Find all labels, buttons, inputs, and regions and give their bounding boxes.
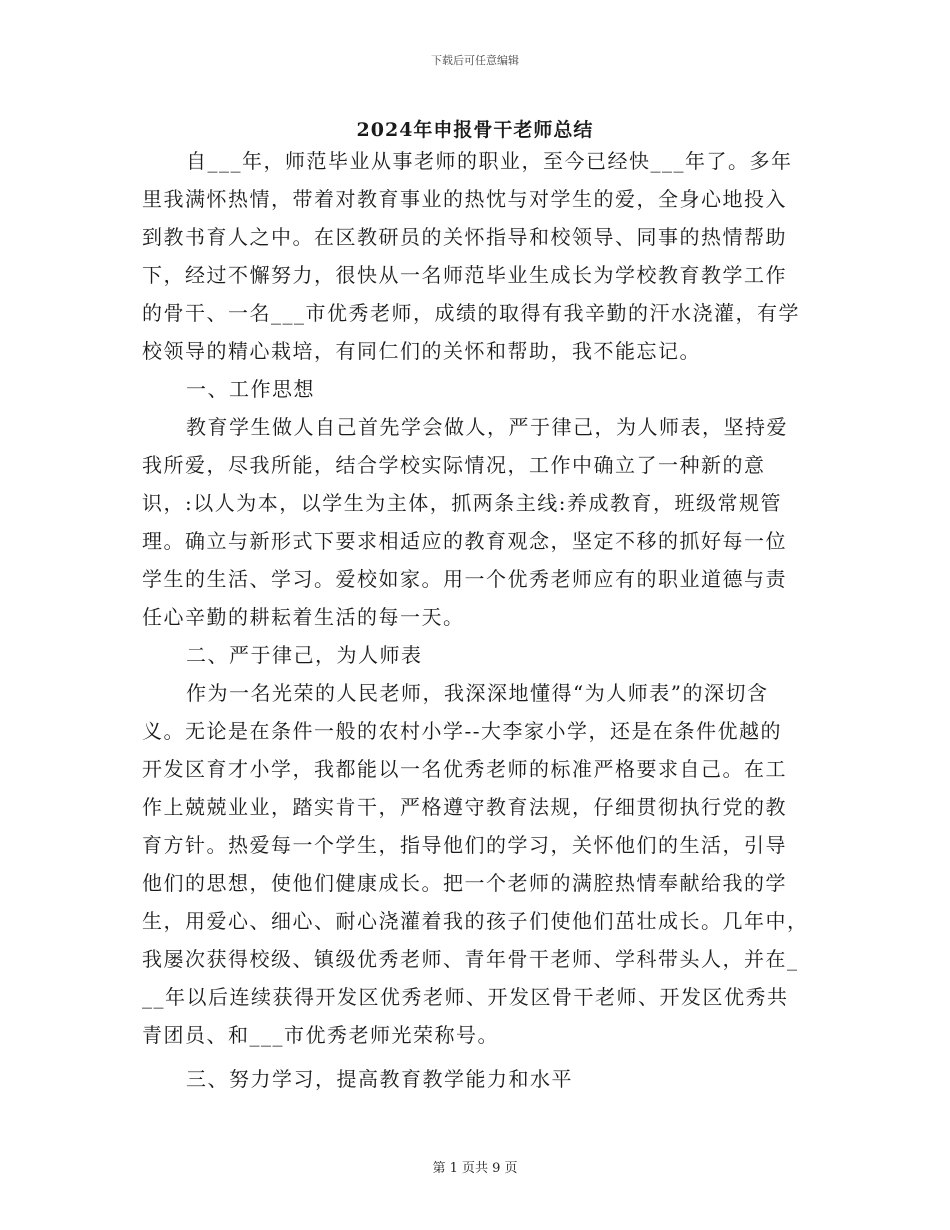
paragraph-line: 我所爱，尽我所能，结合学校实际情况，工作中确立了一种新的意 — [142, 453, 766, 477]
paragraph-line: 育方针。热爱每一个学生，指导他们的学习，关怀他们的生活，引导 — [142, 833, 787, 857]
paragraph-line: 自___年，师范毕业从事老师的职业，至今已经快___年了。多年 — [186, 149, 793, 173]
paragraph-line: 生，用爱心、细心、耐心浇灌着我的孩子们使他们茁壮成长。几年中， — [142, 909, 809, 933]
paragraph-line: 作为一名光荣的人民老师，我深深地懂得“为人师表”的深切含 — [186, 681, 769, 705]
section-heading: 三、努力学习，提高教育教学能力和水平 — [186, 1067, 573, 1091]
section-heading: 一、工作思想 — [186, 377, 315, 401]
paragraph-line: 学生的生活、学习。爱校如家。用一个优秀老师应有的职业道德与责 — [142, 567, 787, 591]
header-note: 下载后可任意编辑 — [431, 54, 519, 67]
paragraph-line: 里我满怀热情，带着对教育事业的热忱与对学生的爱，全身心地投入 — [142, 187, 787, 211]
section-heading: 二、严于律己，为人师表 — [186, 643, 423, 667]
paragraph-line: 作上兢兢业业，踏实肯干，严格遵守教育法规，仔细贯彻执行党的教 — [142, 795, 787, 819]
paragraph-line: 识，:以人为本，以学生为主体，抓两条主线:养成教育，班级常规管 — [142, 491, 782, 515]
paragraph-line: 开发区育才小学，我都能以一名优秀老师的标准严格要求自己。在工 — [142, 757, 787, 781]
document-title: 2024年申报骨干老师总结 — [356, 119, 594, 141]
paragraph-line: 任心辛勤的耕耘着生活的每一天。 — [142, 605, 465, 629]
paragraph-line: 义。无论是在条件一般的农村小学--大李家小学，还是在条件优越的 — [142, 719, 783, 743]
paragraph-line: 的骨干、一名___市优秀老师，成绩的取得有我辛勤的汗水浇灌，有学 — [142, 301, 800, 325]
paragraph-line: 下，经过不懈努力，很快从一名师范毕业生成长为学校教育教学工作 — [142, 263, 787, 287]
paragraph-line: 我屡次获得校级、镇级优秀老师、青年骨干老师、学科带头人，并在_ — [142, 947, 799, 971]
paragraph-line: 教育学生做人自己首先学会做人，严于律己，为人师表，坚持爱 — [186, 415, 788, 439]
paragraph-line: 他们的思想，使他们健康成长。把一个老师的满腔热情奉献给我的学 — [142, 871, 787, 895]
paragraph-line: __年以后连续获得开发区优秀老师、开发区骨干老师、开发区优秀共 — [142, 985, 789, 1009]
paragraph-line: 到教书育人之中。在区教研员的关怀指导和校领导、同事的热情帮助 — [142, 225, 787, 249]
paragraph-line: 青团员、和___市优秀老师光荣称号。 — [142, 1023, 499, 1047]
paragraph-line: 理。确立与新形式下要求相适应的教育观念，坚定不移的抓好每一位 — [142, 529, 787, 553]
paragraph-line: 校领导的精心栽培，有同仁们的关怀和帮助，我不能忘记。 — [142, 339, 701, 363]
page-number-footer: 第 1 页共 9 页 — [432, 1161, 518, 1176]
